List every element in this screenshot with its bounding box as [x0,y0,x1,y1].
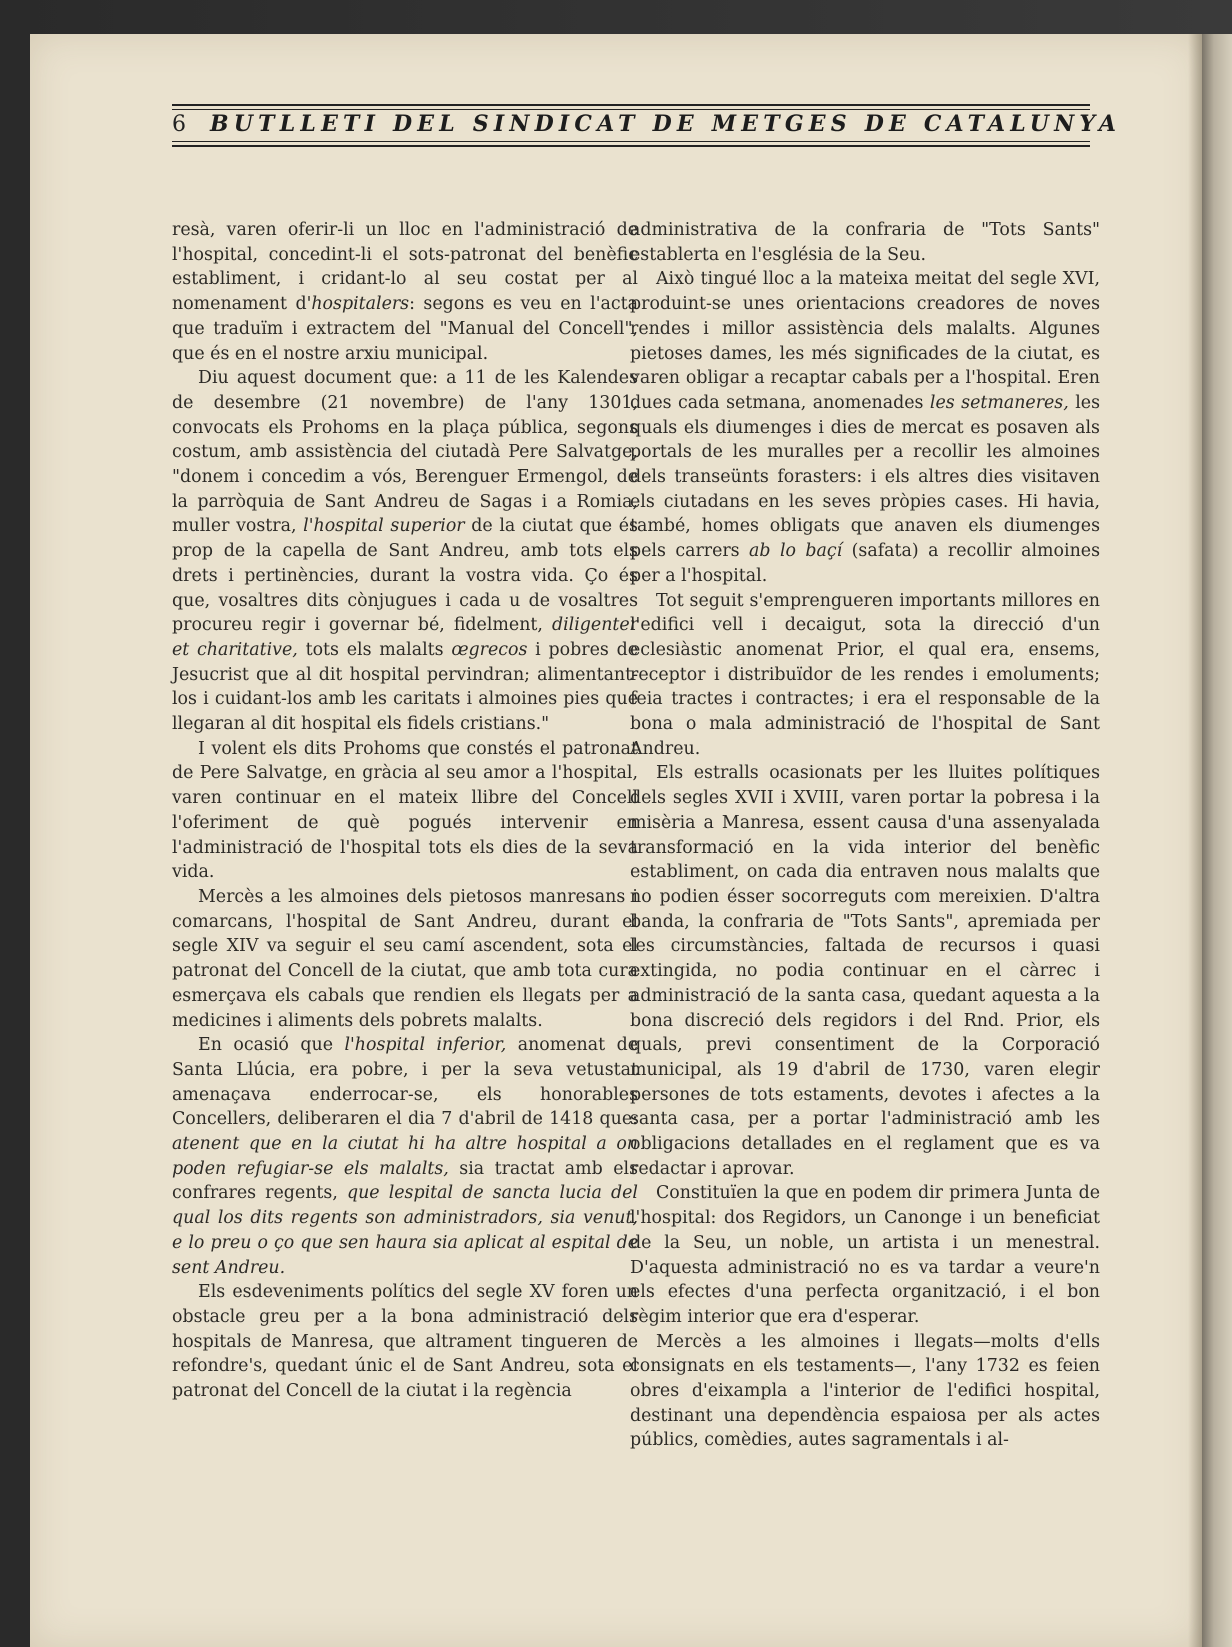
italic-run: l'hospital inferior, [344,1035,507,1056]
italic-run: œgrecos [451,639,528,660]
header-rule [172,104,1090,106]
text-run: i pobres de Jesucrist que al dit hospital pervindran; alimentant-los i cuidant-los amb les caritats i almoines pies que llegaran al dit hospital els fidels cristians." [172,639,638,735]
italic-run: hospitalers [311,294,410,315]
adjacent-page-edge [1202,34,1232,1647]
italic-run: l'hospital superior [303,516,465,537]
header-rule [172,109,1090,110]
left-column [172,218,638,1404]
text-run: resà, varen oferir-li un lloc en l'administració de l'hospital, concedint-li el sots-patronat del benèfic establiment, i cridant-lo al seu costat per al nomenament d' [172,220,638,315]
text-run: Això tingué lloc a la mateixa meitat del segle XVI, produint-se unes orientacions creadores de noves rendes i millor assistència dels malalts. Algunes pietoses dames, les més significades de la ciutat, es varen obligar a recaptar cabals per a l'hospital. Eren dues cada setmana, anomenades [630,269,1100,413]
italic-run: que lespital de sancta lucia del qual los dits regents son administradors, sia venut, e lo preu o ço que sen haura sia aplicat al espital de sent Andreu. [172,1183,638,1278]
header-rule [172,141,1090,142]
text-run: (safata) a recollir almoines per a l'hospital. [630,541,1100,586]
journal-title: BUTLLETI DEL SINDICAT DE METGES DE CATALUNYA [210,111,1122,137]
italic-run: atenent que en la ciutat hi ha altre hospital a on poden refugiar-se els malalts, [172,1134,638,1179]
text-run: : segons es veu en l'acta que traduïm i extractem del "Manual del Concell", que és en el nostre arxiu municipal. [172,294,638,364]
page-number: 6 [172,112,186,137]
paragraph: Mercès a les almoines dels pietosos manresans i comarcans, l'hospital de Sant Andreu, durant el segle XIV va seguir el seu camí ascendent, sota el patronat del Concell de la ciutat, que amb tota cura esmerçava els cabals que rendien els llegats per a medicines i aliments dels pobrets malalts. [172,886,638,1031]
text-run: Diu aquest document que: a 11 de les Kalendes de desembre (21 novembre) de l'any 1301, convocats els Prohoms en la plaça pública, segons costum, amb assistència del ciutadà Pere Salvatge, "donem i concedim a vós, Berenguer Ermengol, de la parròquia de Sant Andreu de Sagas i a Romia, muller vostra, [172,368,638,537]
paragraph [172,1033,638,1280]
right-column [630,218,1100,1453]
paragraph [172,218,638,366]
italic-run: les setmaneres, [929,392,1069,413]
text-run: sia tractat amb els confrares regents, [172,1158,638,1204]
paragraph: Els estralls ocasionats per les lluites polítiques dels segles XVII i XVIII, varen portar la pobresa i la misèria a Manresa, essent causa d'una assenyalada transformació en la vida interior del benèfic establiment, on cada dia entraven nous malalts que no podien ésser socorreguts com mereixien. D'altra banda, la confraria de "Tots Sants", apremiada per les circumstàncies, faltada de recursos i quasi extingida, no podia continuar en el càrrec i administració de la santa casa, quedant aquesta a la bona discreció dels regidors i del Rnd. Prior, els quals, previ consentiment de la Corporació municipal, als 19 d'abril de 1730, varen elegir persones de tots estaments, devotes i afectes a la santa casa, per a portar l'administració amb les obligacions detallades en el reglament que es va redactar i aprovar. [630,763,1100,1179]
paragraph [172,366,638,737]
paragraph: Tot seguit s'emprengueren importants millores en l'edifici vell i decaigut, sota la direcció d'un eclesiàstic anomenat Prior, el qual era, ensems, receptor i distribuïdor de les rendes i emoluments; feia tractes i contractes; i era el responsable de la bona o mala administració de l'hospital de Sant Andreu. [630,590,1100,759]
italic-run: diligenter et charitative, [172,615,638,660]
italic-run: ab lo baçí [749,541,843,562]
paragraph [630,267,1100,588]
text-run: tots els malalts [297,639,452,660]
paragraph: I volent els dits Prohoms que constés el patronat de Pere Salvatge, en gràcia al seu amor a l'hospital, varen continuar en el mateix llibre del Concell l'oferiment de què pogués intervenir en l'administració de l'hospital tots els dies de la seva vida. [172,738,638,883]
header-rule [172,145,1090,147]
running-header [142,104,1122,154]
text-run: les quals els diumenges i dies de mercat es posaven als portals de les muralles per a recollir les almoines dels transeünts forasters: i els altres dies visitaven els ciutadans en les seves pròpies cases. Hi havia, també, homes obligats que anaven els diumenges pels carrers [630,392,1101,562]
text-run: En ocasió que [198,1035,345,1056]
page-shadow [1188,34,1202,1647]
text-run: de la ciutat que és prop de la capella de Sant Andreu, amb tots els drets i pertinències, durant la vostra vida. Ço és que, vosaltres dits cònjugues i cada u de vosaltres procureu regir i governar bé, fidelment, [172,516,638,636]
paragraph: Els esdeveniments polítics del segle XV foren un obstacle greu per a la bona administració dels hospitals de Manresa, que altrament tingueren de refondre's, quedant únic el de Sant Andreu, sota el patronat del Concell de la ciutat i la regència [172,1282,638,1402]
paragraph: Constituïen la que en podem dir primera Junta de l'hospital: dos Regidors, un Canonge i un beneficiat de la Seu, un noble, un artista i un menestral. D'aquesta administració no es va tardar a veure'n els efectes d'una perfecta organització, i el bon règim interior que era d'esperar. [630,1183,1100,1327]
paragraph: administrativa de la confraria de "Tots Sants" establerta en l'església de la Seu. [630,220,1100,265]
paragraph: Mercès a les almoines i llegats—molts d'ells consignats en els testaments—, l'any 1732 es feien obres d'eixampla a l'interior de l'edifici hospital, destinant una dependència espaiosa per als actes públics, comèdies, autes sagramentals i al- [630,1331,1100,1451]
text-run: anomenat de Santa Llúcia, era pobre, i per la seva vetustat amenaçava enderrocar-se, els honorables Concellers, deliberaren el dia 7 d'abril de 1418 que: [172,1035,639,1130]
